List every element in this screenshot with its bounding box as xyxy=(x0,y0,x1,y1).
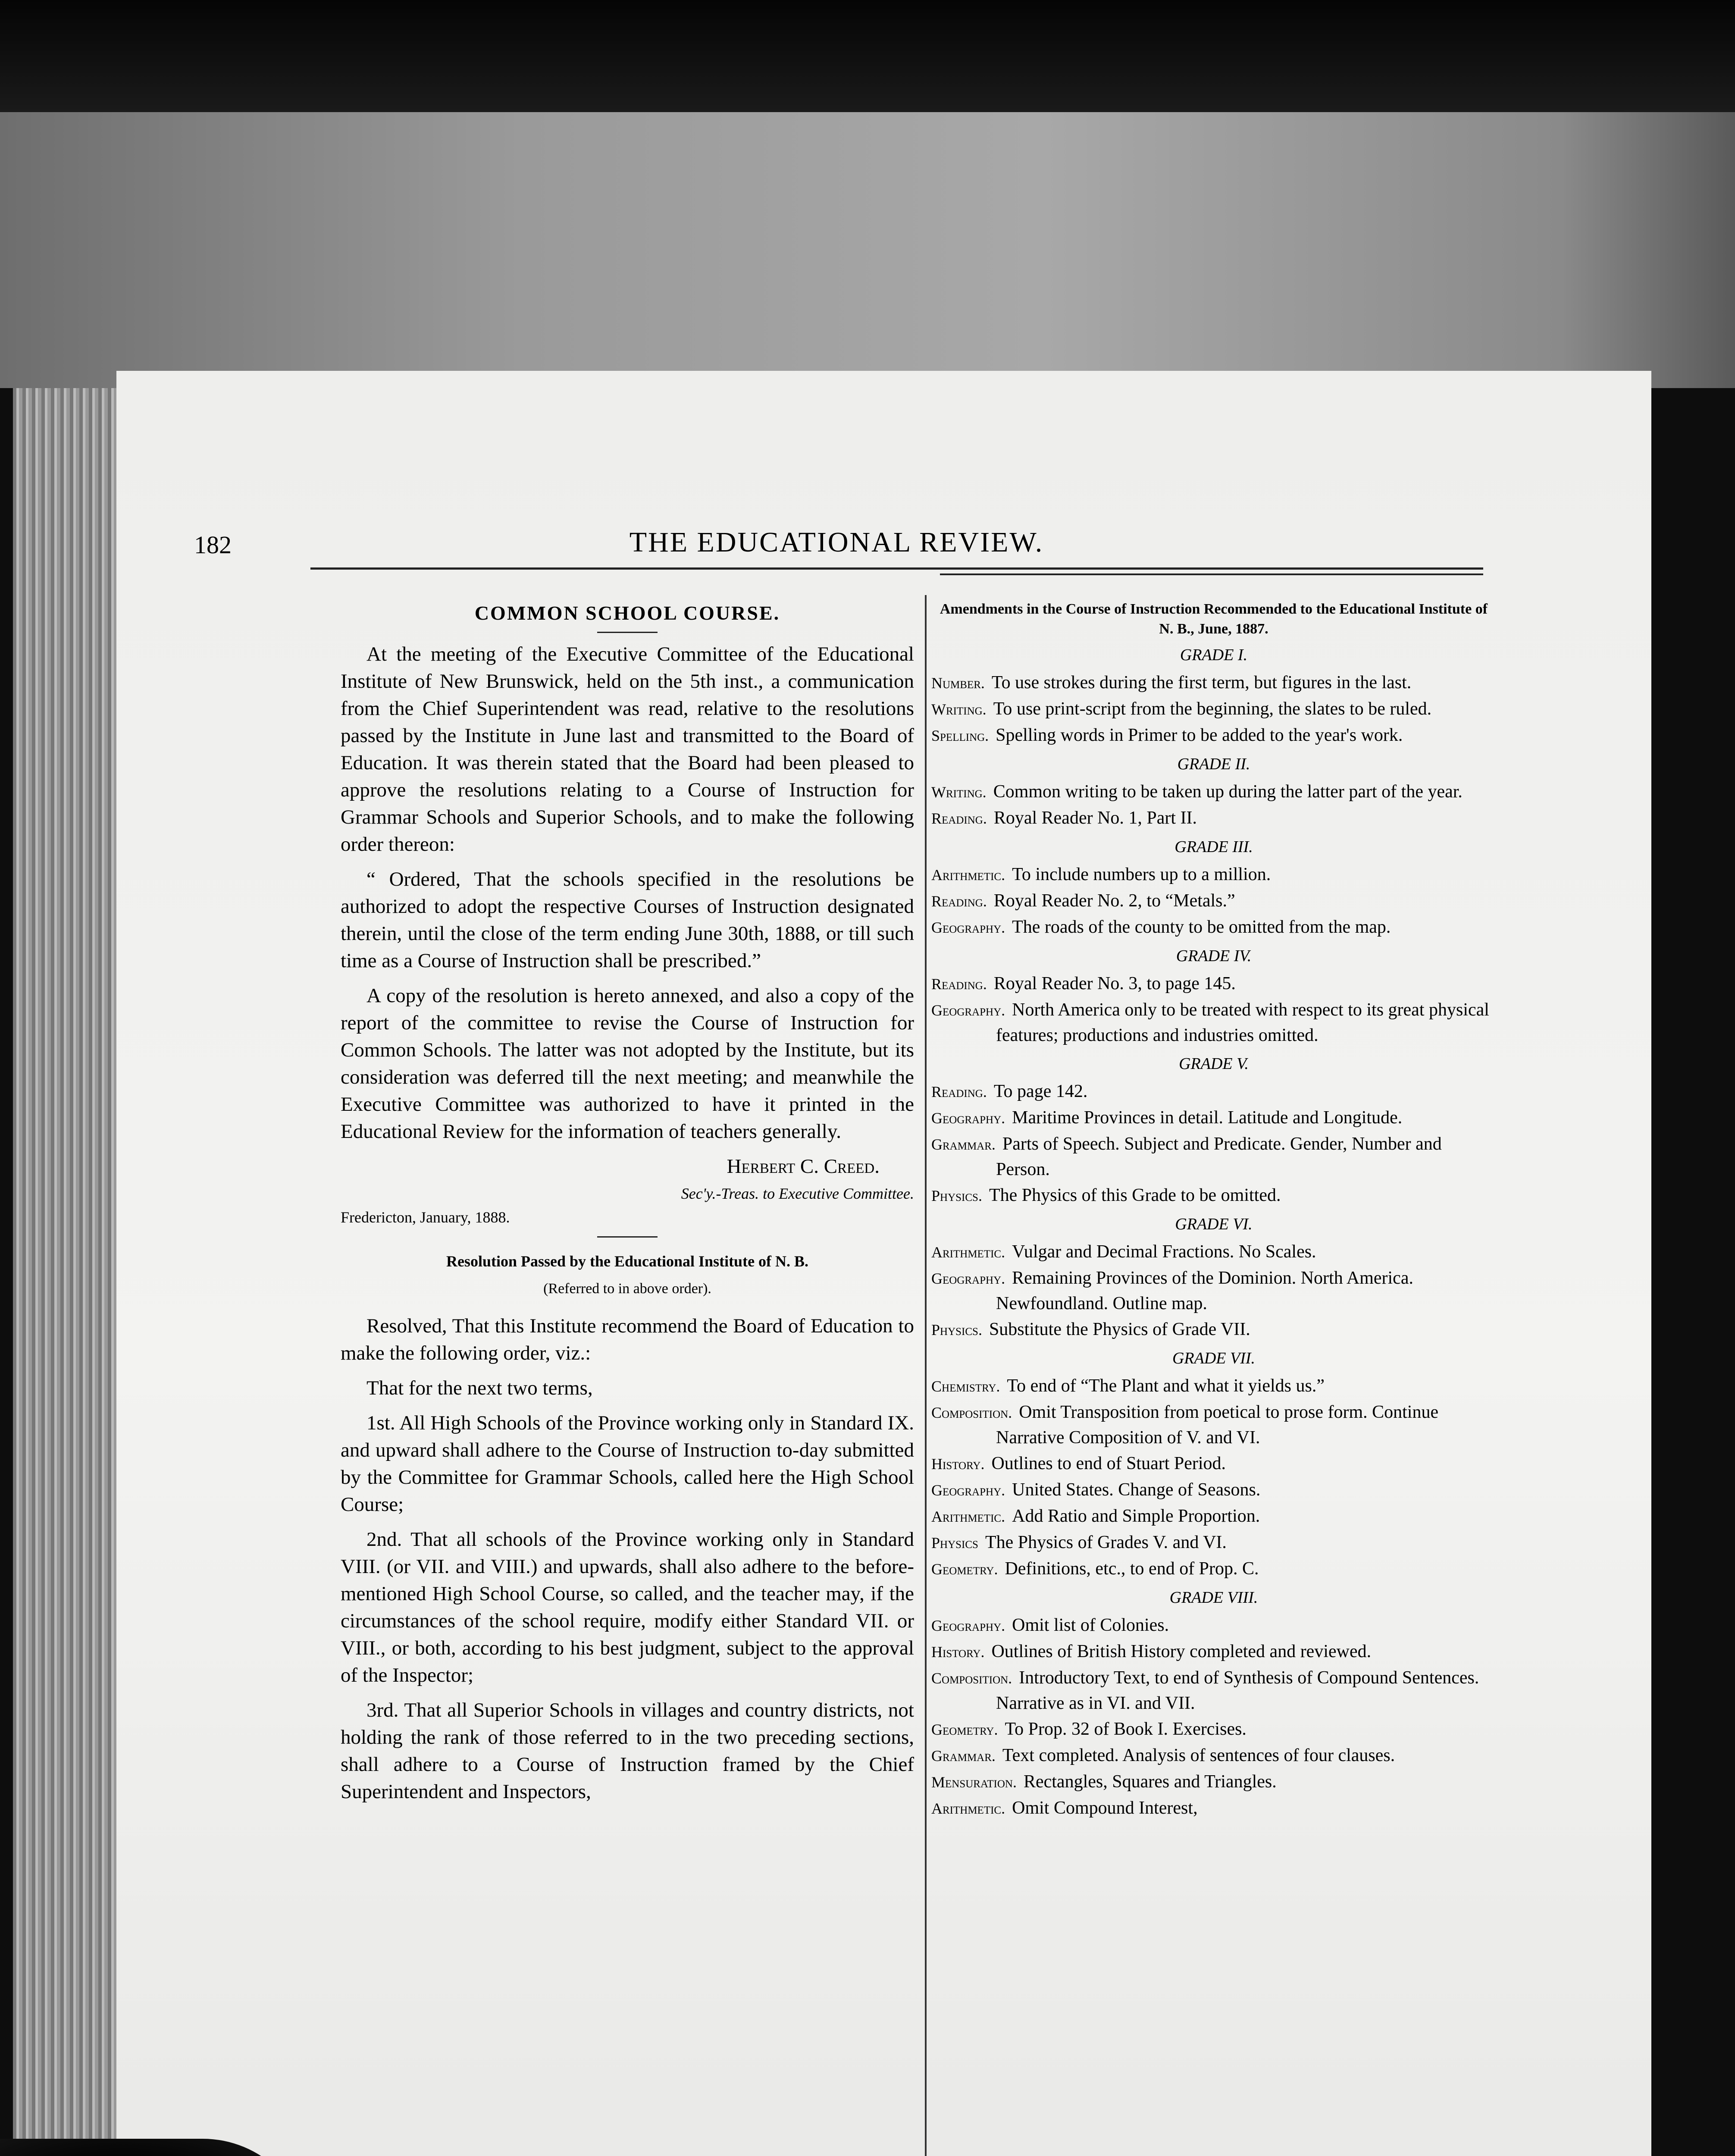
grade-heading: GRADE II. xyxy=(1177,755,1250,773)
subject-text: Common writing to be taken up during the latter part of the year. xyxy=(993,782,1463,802)
subject-text: To Prop. 32 of Book I. Exercises. xyxy=(1005,1719,1246,1739)
header-rule-double xyxy=(940,573,1483,575)
signature: Herbert C. Creed. xyxy=(727,1155,880,1178)
resolution-title: Resolution Passed by the Educational Institute of N. B. xyxy=(446,1253,809,1270)
subject-label: History. xyxy=(931,1455,985,1473)
grade-heading: GRADE III. xyxy=(1174,838,1253,856)
book-page-edges xyxy=(13,388,125,2156)
subject-text: Add Ratio and Simple Proportion. xyxy=(1012,1506,1260,1526)
subject-label: Reading. xyxy=(931,975,987,993)
signature-title: Sec'y.-Treas. to Executive Committee. xyxy=(681,1185,914,1202)
subject-label: History. xyxy=(931,1643,985,1661)
left-column xyxy=(341,599,914,1813)
subject-text: Text completed. Analysis of sentences of four clauses. xyxy=(1002,1745,1395,1765)
grade-entry xyxy=(931,723,1496,748)
dateline: Fredericton, January, 1888. xyxy=(341,1209,510,1226)
grade-entry xyxy=(931,779,1496,805)
subject-label: Geography. xyxy=(931,1617,1005,1634)
grade-entry xyxy=(931,1266,1496,1316)
subject-label: Mensuration. xyxy=(931,1774,1017,1791)
subject-label: Physics xyxy=(931,1534,978,1551)
subject-label: Geometry. xyxy=(931,1721,998,1738)
subject-label: Geography. xyxy=(931,919,1005,936)
subject-label: Geography. xyxy=(931,1109,1005,1127)
subject-label: Arithmetic. xyxy=(931,1508,1005,1525)
subject-text: Parts of Speech. Subject and Predicate. Gender, Number and Person. xyxy=(996,1134,1442,1179)
subject-text: Introductory Text, to end of Synthesis of Compound Sentences. Narrative as in VI. and VII. xyxy=(996,1668,1479,1713)
grade-entry xyxy=(931,805,1496,831)
grade-heading: GRADE VI. xyxy=(1175,1215,1253,1233)
subject-text: Outlines of British History completed and reviewed. xyxy=(991,1642,1372,1661)
subject-text: Spelling words in Primer to be added to the year's work. xyxy=(996,725,1403,745)
subject-text: To use print-script from the beginning, the slates to be ruled. xyxy=(993,699,1432,719)
subject-text: Royal Reader No. 1, Part II. xyxy=(993,808,1197,828)
grade-entry xyxy=(931,1239,1496,1265)
grade-entry xyxy=(931,1183,1496,1208)
subject-text: To include numbers up to a million. xyxy=(1012,865,1271,884)
grade-entry xyxy=(931,1743,1496,1768)
grade-entry xyxy=(931,1131,1496,1182)
grade-entry xyxy=(931,997,1496,1048)
scan-border-top xyxy=(0,0,1735,112)
grade-entry xyxy=(931,1769,1496,1795)
subject-text: North America only to be treated with respect to its great physical features; productions and industries omitted. xyxy=(996,1000,1489,1045)
grade-heading: GRADE IV. xyxy=(1176,947,1252,965)
subject-text: Rectangles, Squares and Triangles. xyxy=(1023,1772,1277,1792)
subject-text: Omit list of Colonies. xyxy=(1012,1615,1169,1635)
grade-entry xyxy=(931,1373,1496,1399)
grade-entry xyxy=(931,1477,1496,1503)
grade-entry xyxy=(931,670,1496,696)
grade-entry xyxy=(931,1400,1496,1450)
grade-entry xyxy=(931,696,1496,722)
grade-entry xyxy=(931,1530,1496,1555)
grade-entry xyxy=(931,1556,1496,1582)
resolved-paragraph: Resolved, That this Institute recommend the Board of Education to make the following order, viz.: xyxy=(341,1315,914,1364)
grade-heading: GRADE I. xyxy=(1180,646,1248,664)
right-column xyxy=(931,599,1496,1822)
subject-label: Geography. xyxy=(931,1270,1005,1287)
paragraph: At the meeting of the Executive Committee of the Educational Institute of New Brunswick, held on the 5th inst., a communication from the Chief Superintendent was read, relative to the resolutions passed by the Institute in June last and transmitted to the Board of Education. It was therein stated that the Board had been pleased to approve the resolutions relating to a Course of Instruction for Grammar Schools and Superior Schools, and to make the following order thereon: xyxy=(341,643,914,856)
grade-entry xyxy=(931,1717,1496,1742)
section-rule xyxy=(597,1236,658,1238)
subject-label: Geography. xyxy=(931,1482,1005,1499)
grade-entry xyxy=(931,1504,1496,1529)
subject-text: Definitions, etc., to end of Prop. C. xyxy=(1005,1559,1259,1579)
header-rule xyxy=(310,567,1483,570)
grade-entry xyxy=(931,1317,1496,1342)
scan-background xyxy=(0,112,1735,388)
subject-label: Number. xyxy=(931,674,985,692)
subject-label: Composition. xyxy=(931,1404,1012,1421)
running-head: THE EDUCATIONAL REVIEW. xyxy=(629,526,1044,558)
subject-text: United States. Change of Seasons. xyxy=(1012,1480,1261,1500)
subject-label: Grammar. xyxy=(931,1136,996,1153)
grade-heading: GRADE V. xyxy=(1179,1055,1249,1073)
grade-entry xyxy=(931,1613,1496,1638)
subject-label: Chemistry. xyxy=(931,1378,1000,1395)
subject-label: Writing. xyxy=(931,783,987,801)
subject-text: To page 142. xyxy=(993,1081,1088,1101)
subject-label: Spelling. xyxy=(931,727,989,744)
column-divider xyxy=(925,595,927,2156)
paragraph: A copy of the resolution is hereto annexed, and also a copy of the report of the committee to revise the Course of Instruction for Common Schools. The latter was not adopted by the Institute, but its consideration was deferred till the next meeting; and meanwhile the Executive Committee was authorized to have it printed in the Educational Review for the information of teachers generally. xyxy=(341,984,914,1143)
grade-heading: GRADE VIII. xyxy=(1169,1589,1258,1607)
subject-label: Geography. xyxy=(931,1002,1005,1019)
subject-label: Reading. xyxy=(931,893,987,910)
subject-label: Reading. xyxy=(931,1083,987,1100)
subject-text: The roads of the county to be omitted from the map. xyxy=(1012,917,1391,937)
resolution-subtitle: (Referred to in above order). xyxy=(543,1281,711,1297)
subject-text: To end of “The Plant and what it yields us.” xyxy=(1007,1376,1325,1396)
subject-text: The Physics of Grades V. and VI. xyxy=(985,1532,1227,1552)
subject-text: Royal Reader No. 3, to page 145. xyxy=(993,974,1236,993)
subject-label: Grammar. xyxy=(931,1747,996,1764)
subject-text: Maritime Provinces in detail. Latitude and Longitude. xyxy=(1012,1108,1403,1128)
page-header xyxy=(194,522,1479,569)
section-title: COMMON SCHOOL COURSE. xyxy=(474,602,780,624)
subject-text: Substitute the Physics of Grade VII. xyxy=(989,1319,1250,1339)
grade-entry xyxy=(931,915,1496,940)
page-number: 182 xyxy=(194,531,232,559)
paragraph: That for the next two terms, xyxy=(366,1377,593,1399)
subject-text: Vulgar and Decimal Fractions. No Scales. xyxy=(1012,1242,1316,1262)
grade-entry xyxy=(931,888,1496,914)
grade-heading: GRADE VII. xyxy=(1172,1349,1256,1367)
subject-label: Geometry. xyxy=(931,1561,998,1578)
subject-text: Omit Transposition from poetical to prose form. Continue Narrative Composition of V. and VI. xyxy=(996,1402,1439,1448)
grade-entry xyxy=(931,1639,1496,1664)
subject-label: Arithmetic. xyxy=(931,1800,1005,1817)
grade-entry xyxy=(931,1079,1496,1104)
quoted-order: “ Ordered, That the schools specified in the resolutions be authorized to adopt the respective Courses of Instruction designated therein, until the close of the term ending June 30th, 1888, or till such time as a Course of Instruction shall be prescribed.” xyxy=(341,868,914,972)
grade-entry xyxy=(931,862,1496,887)
resolution-item-1: 1st. All High Schools of the Province working only in Standard IX. and upward shall adhere to the Course of Instruction to-day submitted by the Committee for Grammar Schools, called here the High School Course; xyxy=(341,1412,914,1516)
grade-entry xyxy=(931,971,1496,997)
grade-entry xyxy=(931,1105,1496,1131)
subject-text: Royal Reader No. 2, to “Metals.” xyxy=(993,891,1235,911)
subject-label: Arithmetic. xyxy=(931,1244,1005,1261)
subject-label: Reading. xyxy=(931,810,987,827)
subject-label: Physics. xyxy=(931,1187,982,1204)
subject-label: Physics. xyxy=(931,1321,982,1338)
subject-text: To use strokes during the first term, but figures in the last. xyxy=(991,673,1412,693)
subject-text: Remaining Provinces of the Dominion. North America. Newfoundland. Outline map. xyxy=(996,1268,1413,1313)
subject-text: Outlines to end of Stuart Period. xyxy=(991,1454,1226,1473)
resolution-item-2: 2nd. That all schools of the Province working only in Standard VIII. (or VII. and VIII.) and upwards, shall also adhere to the before-mentioned High School Course, so called, and the teacher may, if the circumstances of the school require, modify either Standard VII. or VIII., or both, according to his best judgment, subject to the approval of the Inspector; xyxy=(341,1528,914,1686)
amendments-title: Amendments in the Course of Instruction Recommended to the Educational Institute of N. B., June, 1887. xyxy=(940,601,1488,637)
title-rule xyxy=(597,632,658,633)
subject-text: The Physics of this Grade to be omitted. xyxy=(989,1185,1281,1205)
grade-entry xyxy=(931,1796,1496,1821)
resolution-item-3: 3rd. That all Superior Schools in villages and country districts, not holding the rank of those referred to in the two preceding sections, shall adhere to a Course of Instruction framed by the Chief Superintendent and Inspectors, xyxy=(341,1699,914,1803)
subject-label: Arithmetic. xyxy=(931,866,1005,884)
subject-label: Composition. xyxy=(931,1670,1012,1687)
subject-text: Omit Compound Interest, xyxy=(1012,1798,1198,1818)
grade-entry xyxy=(931,1665,1496,1716)
subject-label: Writing. xyxy=(931,701,987,718)
grade-entry xyxy=(931,1451,1496,1476)
